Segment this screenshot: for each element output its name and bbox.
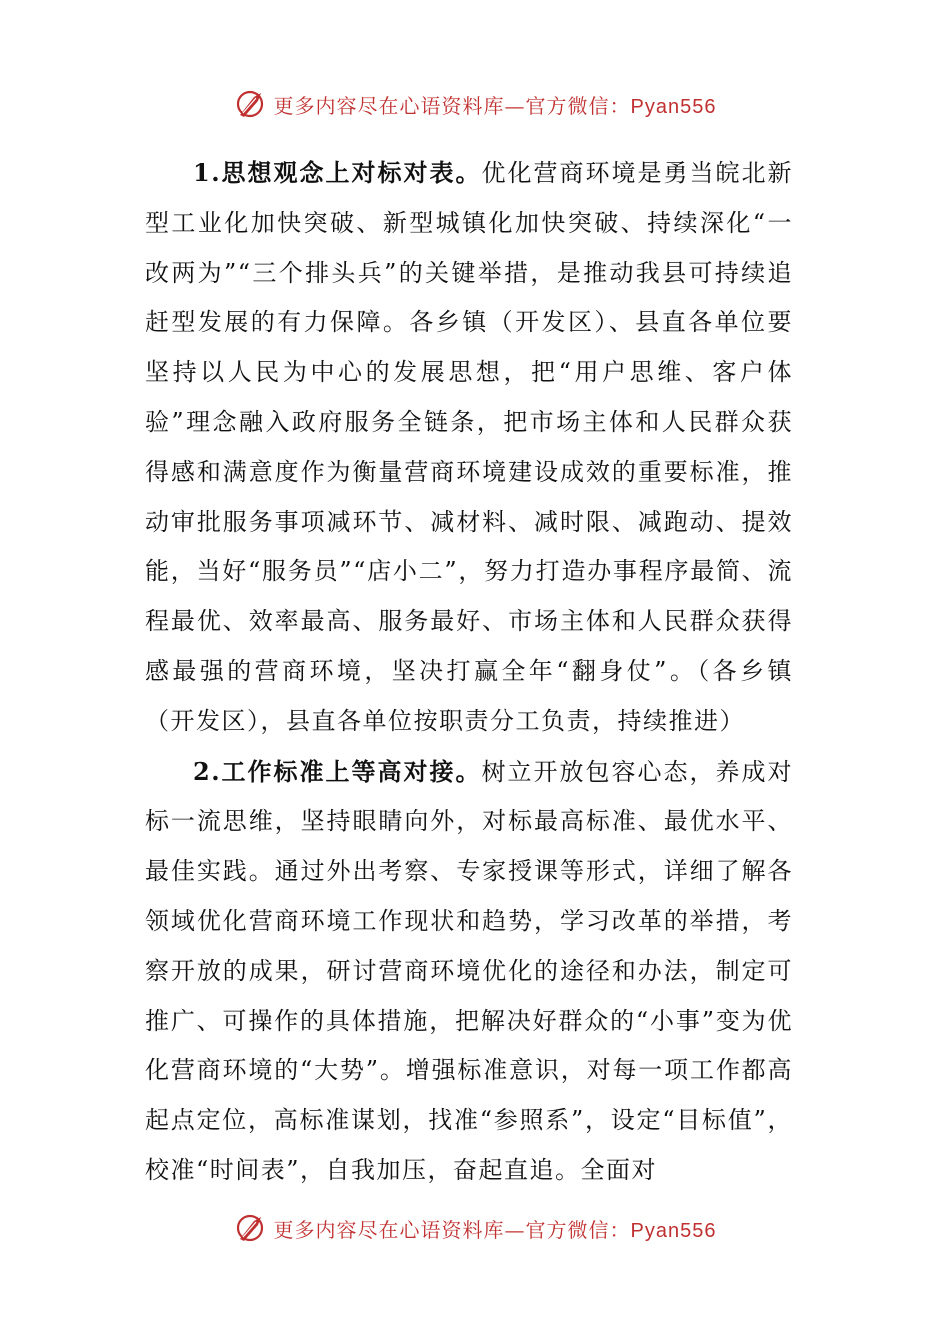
wechat-id: Pyan556	[630, 95, 717, 118]
banner-text	[274, 90, 717, 119]
paragraph-1-text: 优化营商环境是勇当皖北新型工业化加快突破、新型城镇化加快突破、持续深化“一改两为”“三个排头兵”的关键举措，是推动我县可持续追赶型发展的有力保障。各乡镇（开发区）、县直各单位要坚持以人民为中心的发展思想，把“用户思维、客户体验”理念融入政府服务全链条，把市场主体和人民群众获得感和满意度作为衡量营商环境建设成效的重要标准，推动审批服务事项减环节、减材料、减时限、减跑动、提效能，当好“服务员”“店小二”，努力打造办事程序最简、流程最优、效率最高、服务最好、市场主体和人民群众获得感最强的营商环境，坚决打赢全年“翻身仗”。（各乡镇（开发区），县直各单位按职责分工负责，持续推进）	[145, 159, 793, 735]
paragraph-1	[145, 148, 793, 747]
paragraph-2	[145, 747, 793, 1196]
paragraph-2-heading: 2.工作标准上等高对接。	[193, 756, 482, 786]
footer-watermark-banner	[0, 1208, 950, 1248]
pen-nib-circle-icon	[234, 1211, 268, 1245]
pen-nib-circle-icon	[234, 87, 268, 121]
paragraph-1-heading: 1.思想观念上对标对表。	[193, 158, 482, 187]
banner-label: 更多内容尽在心语资料库—官方微信：	[273, 1217, 631, 1242]
banner-text	[274, 1214, 717, 1243]
wechat-id: Pyan556	[630, 1219, 717, 1242]
paragraph-2-text: 树立开放包容心态，养成对标一流思维，坚持眼睛向外，对标最高标准、最优水平、最佳实践。通过外出考察、专家授课等形式，详细了解各领域优化营商环境工作现状和趋势，学习改革的举措，考察开放的成果，研讨营商环境优化的途径和办法，制定可推广、可操作的具体措施，把解决好群众的“小事”变为优化营商环境的“大势”。增强标准意识，对每一项工作都高起点定位，高标准谋划，找准“参照系”，设定“目标值”，校准“时间表”，自我加压，奋起直追。全面对	[145, 757, 793, 1184]
document-body	[145, 148, 793, 1196]
header-watermark-banner	[0, 84, 950, 124]
banner-label: 更多内容尽在心语资料库—官方微信：	[273, 93, 631, 118]
